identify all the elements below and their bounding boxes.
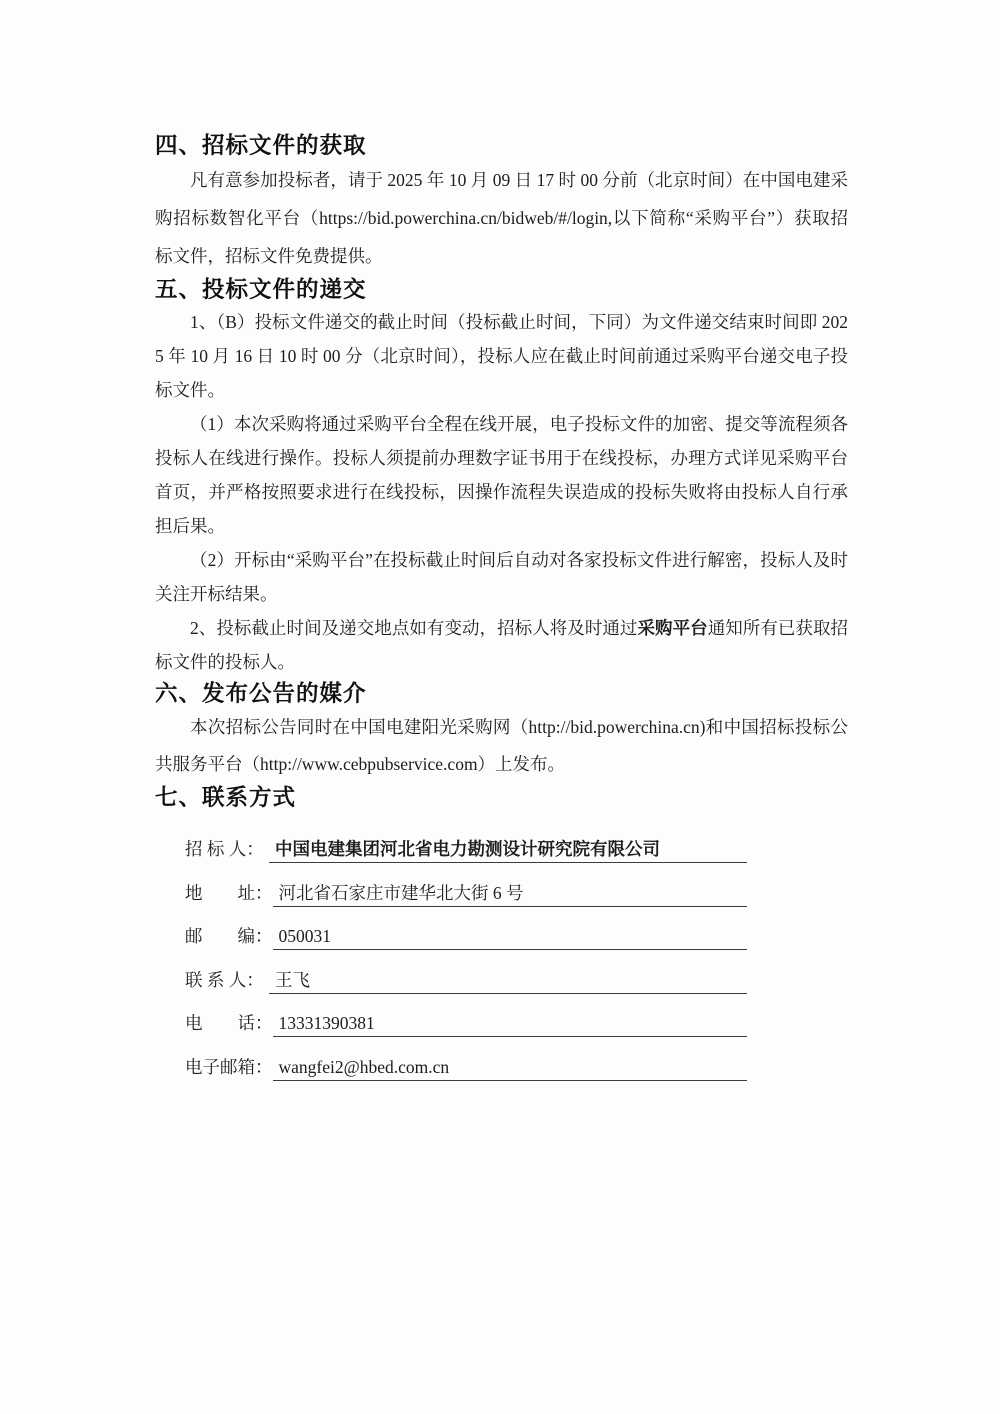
section-6-heading: 六、发布公告的媒介 — [155, 681, 367, 706]
contact-row-postcode — [185, 924, 747, 968]
section-5-paragraph-3: （2）开标由“采购平台”在投标截止时间后自动对各家投标文件进行解密，投标人及时关注开标结果。 — [155, 550, 848, 604]
contact-person-value: 王飞 — [269, 968, 747, 994]
paragraph-4-suffix: 通知所有已获取招标文件的投标人。 — [155, 618, 849, 672]
contact-person-label: 联 系 人： — [185, 969, 264, 990]
contact-row-contact-person — [185, 968, 747, 1012]
section-5-paragraph-1: 1、（B）投标文件递交的截止时间（投标截止时间，下同）为文件递交结束时间即 2025 年 10 月 16 日 10 时 00 分（北京时间），投标人应在截止时间前通过采购平台递交电子投标文件。 — [155, 312, 848, 400]
section-6-paragraph: 本次招标公告同时在中国电建阳光采购网（http://bid.powerchina.cn)和中国招标投标公共服务平台（http://www.cebpubservice.com）上发布。 — [155, 717, 848, 774]
section-5-paragraph-2: （1）本次采购将通过采购平台全程在线开展，电子投标文件的加密、提交等流程须各投标人在线进行操作。投标人须提前办理数字证书用于在线投标，办理方式详见采购平台首页，并严格按照要求进行在线投标，因操作流程失误造成的投标失败将由投标人自行承担后果。 — [155, 414, 848, 536]
address-label: 地 址： — [185, 882, 273, 903]
postcode-value: 050031 — [273, 924, 748, 950]
tenderer-label: 招 标 人： — [185, 839, 264, 859]
contact-info-block — [185, 837, 848, 1098]
section-7-heading: 七、联系方式 — [155, 785, 297, 810]
phone-label: 电 话： — [185, 1013, 273, 1033]
postcode-label: 邮 编： — [185, 926, 273, 946]
email-label: 电子邮箱： — [185, 1056, 273, 1077]
phone-value: 13331390381 — [273, 1011, 748, 1037]
section-4-heading: 四、招标文件的获取 — [155, 133, 367, 158]
section-4-paragraph: 凡有意参加投标者，请于 2025 年 10 月 09 日 17 时 00 分前（北京时间）在中国电建采购招标数智化平台（https://bid.powerchina.cn/bidweb/#/login,以下简称“采购平台”）获取招标文件，招标文件免费提供。 — [155, 170, 848, 266]
paragraph-4-bold-term: 采购平台 — [637, 618, 708, 638]
email-value: wangfei2@hbed.com.cn — [273, 1055, 748, 1081]
section-5-heading: 五、投标文件的递交 — [155, 277, 367, 302]
section-5-paragraph-4 — [155, 611, 848, 679]
tenderer-value: 中国电建集团河北省电力勘测设计研究院有限公司 — [269, 837, 747, 863]
contact-row-address — [185, 881, 747, 925]
contact-row-tenderer — [185, 837, 747, 881]
address-value: 河北省石家庄市建华北大街 6 号 — [273, 881, 748, 907]
paragraph-4-prefix: 2、投标截止时间及递交地点如有变动，招标人将及时通过 — [190, 618, 638, 638]
contact-row-phone — [185, 1011, 747, 1055]
contact-row-email — [185, 1055, 747, 1099]
